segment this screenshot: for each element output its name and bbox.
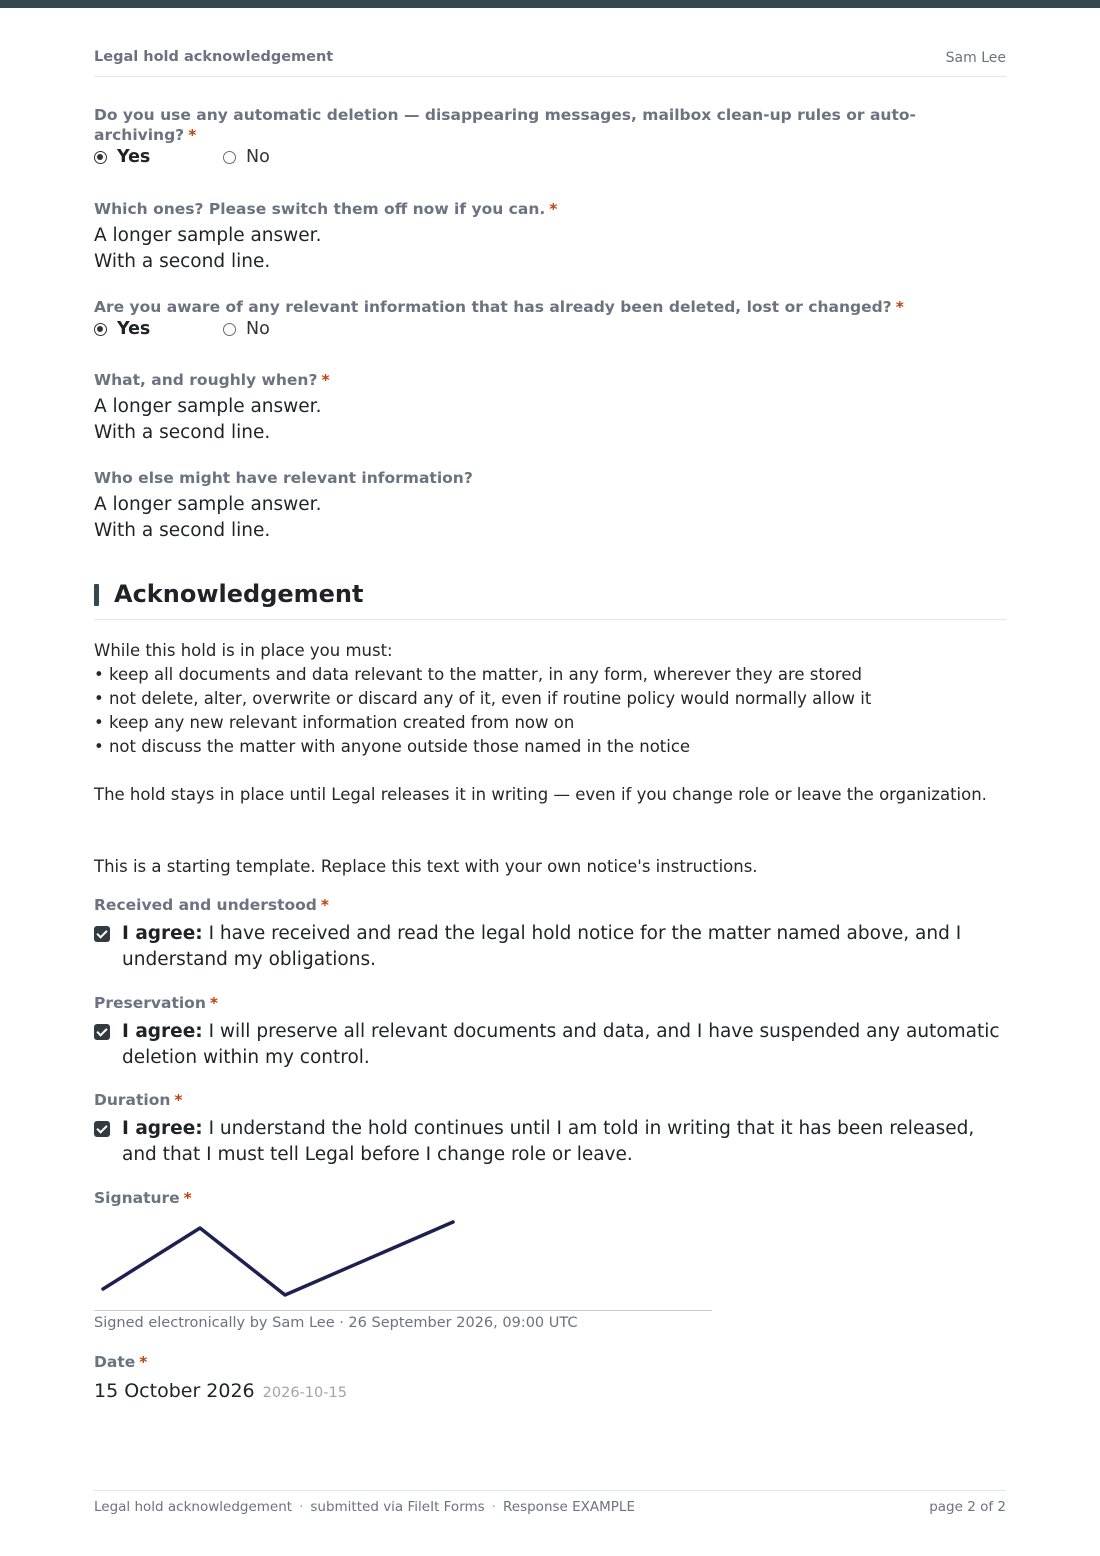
required-asterisk: * (183, 1189, 192, 1207)
agreement-checkbox-row[interactable] (94, 921, 1006, 973)
checkbox-checked-icon[interactable] (94, 926, 110, 942)
answer-text: A longer sample answer. With a second line. (94, 225, 322, 272)
answer-text: A longer sample answer. With a second line. (94, 494, 322, 541)
form-title: Legal hold acknowledgement (94, 49, 334, 65)
question-label: What, and roughly when? * (94, 371, 330, 389)
page-number: page 2 of 2 (929, 1499, 1006, 1515)
required-asterisk: * (549, 200, 558, 218)
radio-group (94, 319, 1006, 343)
agreement-received (94, 895, 1006, 973)
section-heading (94, 580, 1006, 620)
question-what-when (94, 370, 1006, 445)
radio-label: Yes (117, 319, 151, 339)
date-value: 15 October 2026 (94, 1380, 255, 1402)
instructions-list (94, 639, 1006, 759)
footer-separator: · (299, 1499, 304, 1515)
signature-label: Signature * (94, 1189, 192, 1207)
agreement-text: I agree: I will preserve all relevant documents and data, and I have suspended any automatic deletion within my control. (122, 1021, 1000, 1068)
question-label: Who else might have relevant information? (94, 469, 473, 487)
radio-no[interactable] (223, 319, 270, 339)
question-who-else (94, 468, 1006, 543)
question-label: Are you aware of any relevant information that has already been deleted, lost or changed? * (94, 298, 904, 316)
instruction-bullet: • keep all documents and data relevant to the matter, in any form, wherever they are stored (94, 665, 862, 684)
agreement-checkbox-row[interactable] (94, 1019, 1006, 1071)
instruction-bullet: • keep any new relevant information created from now on (94, 713, 575, 732)
section-title: Acknowledgement (114, 580, 364, 608)
page-footer (94, 1490, 1006, 1515)
date-field (94, 1352, 1006, 1402)
radio-selected-icon (94, 151, 107, 164)
agreement-label: Duration * (94, 1091, 183, 1109)
radio-label: No (246, 147, 270, 167)
signature-field (94, 1188, 1006, 1208)
question-label: Do you use any automatic deletion — disappearing messages, mailbox clean-up rules or auto-archiving? * (94, 106, 916, 144)
section-accent-bar (94, 584, 99, 606)
required-asterisk: * (895, 298, 904, 316)
instructions-intro: While this hold is in place you must: (94, 641, 393, 660)
page-header (94, 49, 1006, 77)
instruction-bullet: • not delete, alter, overwrite or discard any of it, even if routine policy would normally allow it (94, 689, 872, 708)
radio-yes[interactable] (94, 147, 150, 167)
instructions-release-paragraph: The hold stays in place until Legal releases it in writing — even if you change role or leave the organization. (94, 785, 987, 804)
required-asterisk: * (139, 1353, 148, 1371)
date-iso: 2026-10-15 (262, 1385, 347, 1401)
date-label: Date * (94, 1353, 148, 1371)
checkbox-checked-icon[interactable] (94, 1024, 110, 1040)
question-already-deleted (94, 297, 1006, 343)
radio-no[interactable] (223, 147, 270, 167)
footer-separator: · (491, 1499, 496, 1515)
required-asterisk: * (174, 1091, 183, 1109)
footer-form-name: Legal hold acknowledgement (94, 1499, 293, 1515)
footer-via: submitted via FileIt Forms (310, 1499, 485, 1515)
question-auto-deletion (94, 105, 1006, 171)
radio-unselected-icon (223, 151, 236, 164)
respondent-name: Sam Lee (945, 50, 1006, 66)
instruction-bullet: • not discuss the matter with anyone outside those named in the notice (94, 737, 691, 756)
question-label: Which ones? Please switch them off now if you can. * (94, 200, 558, 218)
date-value-row (94, 1380, 1006, 1402)
footer-response: Response EXAMPLE (503, 1499, 635, 1515)
required-asterisk: * (209, 994, 218, 1012)
top-accent-bar (0, 0, 1100, 8)
checkbox-checked-icon[interactable] (94, 1121, 110, 1137)
instructions-template-note: This is a starting template. Replace this text with your own notice's instructions. (94, 857, 758, 876)
answer-text: A longer sample answer. With a second line. (94, 396, 322, 443)
required-asterisk: * (321, 371, 330, 389)
required-asterisk: * (320, 896, 330, 914)
signature-drawing (94, 1212, 712, 1310)
radio-yes[interactable] (94, 319, 150, 339)
agreement-text: I agree: I have received and read the legal hold notice for the matter named above, and I understand my obligations. (122, 923, 962, 970)
agreement-checkbox-row[interactable] (94, 1116, 1006, 1168)
radio-selected-icon (94, 323, 107, 336)
signature-caption: Signed electronically by Sam Lee · 26 September 2026, 09:00 UTC (94, 1315, 578, 1331)
question-which-ones (94, 199, 1006, 274)
agreement-label: Received and understood * (94, 896, 330, 914)
required-asterisk: * (188, 126, 197, 144)
radio-label: Yes (117, 147, 151, 167)
radio-unselected-icon (223, 323, 236, 336)
radio-group (94, 147, 1006, 171)
radio-label: No (246, 319, 270, 339)
agreement-preservation (94, 993, 1006, 1071)
agreement-text: I agree: I understand the hold continues until I am told in writing that it has been released, and that I must tell Legal before I change role or leave. (122, 1118, 975, 1165)
agreement-duration (94, 1090, 1006, 1168)
signature-pad[interactable] (94, 1212, 712, 1311)
agreement-label: Preservation * (94, 994, 218, 1012)
